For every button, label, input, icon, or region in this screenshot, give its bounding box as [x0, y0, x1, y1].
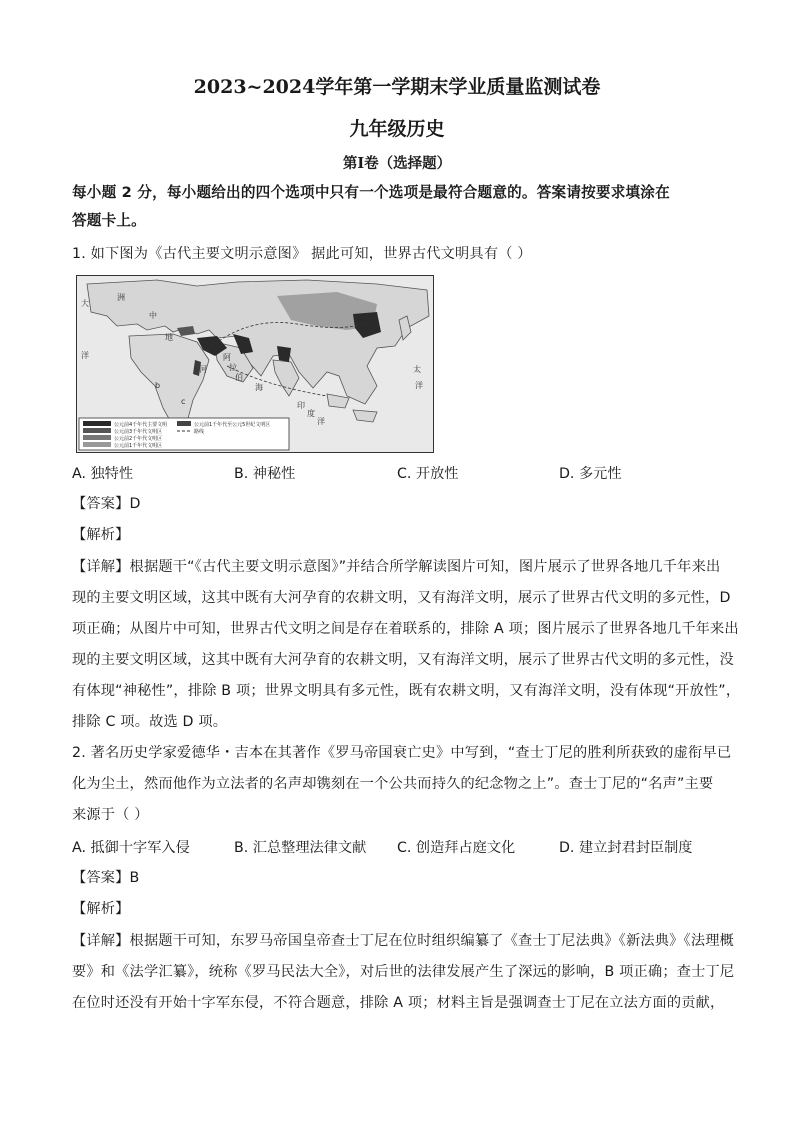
- map-label: 洋: [415, 381, 423, 390]
- q2-answer: 【答案】B: [72, 870, 140, 886]
- map-label: 伯: [235, 373, 243, 382]
- map-label: 洋: [317, 417, 325, 426]
- q2-option-b: B. 汇总整理法律文献: [234, 840, 367, 856]
- question-2-stem-line: 化为尘土，然而他作为立法者的名声却镌刻在一个公共而持久的纪念物之上”。查士丁尼的“名声”主要: [72, 776, 714, 792]
- legend-label: 公元前1千年代文明区: [114, 443, 163, 449]
- exam-subject: 九年级历史: [349, 118, 445, 140]
- legend-label: 公元前1千年代至公元5世纪文明区: [194, 422, 271, 428]
- exam-title: 2023~2024学年第一学期末学业质量监测试卷: [193, 76, 601, 98]
- map-label: 洋: [81, 351, 89, 360]
- question-1-stem: 1. 如下图为《古代主要文明示意图》 据此可知，世界古代文明具有（ ）: [72, 246, 532, 262]
- map-label: c: [181, 397, 186, 406]
- map-label: 地: [165, 333, 173, 342]
- map-label: 中: [149, 311, 157, 320]
- question-2-stem-line: 来源于（ ）: [72, 807, 149, 823]
- q2-option-a: A. 抵御十字军入侵: [72, 840, 190, 856]
- map-label: 海: [255, 383, 263, 392]
- map-label: 太: [413, 365, 421, 374]
- question-2-stem-line: 2. 著名历史学家爱德华・吉本在其著作《罗马帝国衰亡史》中写到，“查士丁尼的胜利所获致的虚衔早已: [72, 745, 732, 761]
- legend-label: 公元前3千年代文明区: [114, 429, 163, 435]
- map-label: 洲: [117, 293, 125, 302]
- q1-detail-line: 【详解】根据题干“《古代主要文明示意图》”并结合所学解读图片可知，图片展示了世界各地几千年来出: [72, 559, 721, 575]
- q1-option-b: B. 神秘性: [234, 466, 296, 482]
- legend-label: 公元前4千年代主要文明: [114, 422, 168, 428]
- q2-detail-line: 【详解】根据题干可知，东罗马帝国皇帝查士丁尼在位时组织编纂了《查士丁尼法典》《新法典》《法理概: [72, 933, 735, 949]
- legend-label: 公元前2千年代文明区: [114, 436, 163, 442]
- q2-detail-line: 在位时还没有开始十字军东侵，不符合题意，排除 A 项；材料主旨是强调查士丁尼在立法方面的贡献，: [72, 995, 725, 1011]
- map-label: b: [155, 381, 161, 390]
- map-label: 河: [199, 365, 207, 374]
- q1-analysis-label: 【解析】: [72, 527, 130, 543]
- instruction-line: 每小题 2 分，每小题给出的四个选项中只有一个选项是最符合题意的。答案请按要求填涂在: [72, 184, 670, 201]
- map-label: 拉: [229, 363, 237, 372]
- q1-option-a: A. 独特性: [72, 466, 134, 482]
- q1-detail-line: 排除 C 项。故选 D 项。: [72, 714, 228, 730]
- map-label: 大: [81, 299, 89, 308]
- map-graphic: [77, 276, 433, 452]
- q1-option-c: C. 开放性: [397, 466, 459, 482]
- map-label: 阿: [223, 353, 231, 362]
- q1-detail-line: 现的主要文明区域，这其中既有大河孕育的农耕文明，又有海洋文明，展示了世界古代文明的多元性，没: [72, 652, 734, 668]
- q2-detail-line: 要》和《法学汇纂》，统称《罗马民法大全》，对后世的法律发展产生了深远的影响，B 项正确；查士丁尼: [72, 964, 735, 980]
- legend-label: 路线: [194, 429, 205, 435]
- q1-answer: 【答案】D: [72, 496, 141, 512]
- map-label: 度: [307, 409, 315, 418]
- q2-option-c: C. 创造拜占庭文化: [397, 840, 516, 856]
- q2-analysis-label: 【解析】: [72, 901, 130, 917]
- q1-detail-line: 有体现“神秘性”，排除 B 项；世界文明具有多元性，既有农耕文明，又有海洋文明，没有体现“开放性”，: [72, 683, 741, 699]
- section-heading: 第Ⅰ卷（选择题）: [342, 155, 452, 172]
- ancient-civilization-map: [76, 275, 434, 453]
- q1-option-d: D. 多元性: [559, 466, 622, 482]
- q1-detail-line: 现的主要文明区域，这其中既有大河孕育的农耕文明，又有海洋文明，展示了世界古代文明的多元性，D: [72, 590, 731, 606]
- q1-detail-line: 项正确；从图片中可知，世界古代文明之间是存在着联系的，排除 A 项；图片展示了世界各地几千年来出: [72, 621, 739, 637]
- map-label: 印: [297, 401, 305, 410]
- q2-option-d: D. 建立封君封臣制度: [559, 840, 693, 856]
- instruction-line: 答题卡上。: [72, 212, 146, 229]
